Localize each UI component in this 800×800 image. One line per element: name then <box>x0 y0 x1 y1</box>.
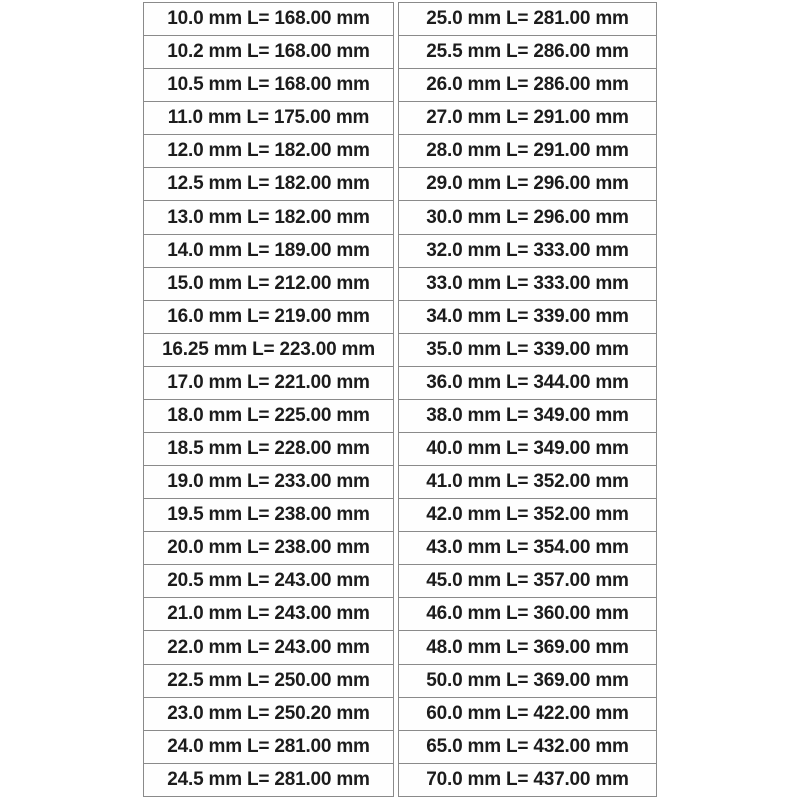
table-cell: 38.0 mm L= 349.00 mm <box>398 399 657 433</box>
table-cell: 36.0 mm L= 344.00 mm <box>398 366 657 400</box>
table-cell: 16.25 mm L= 223.00 mm <box>143 333 394 367</box>
table-cell: 11.0 mm L= 175.00 mm <box>143 101 394 135</box>
spec-table <box>143 2 657 797</box>
table-cell: 23.0 mm L= 250.20 mm <box>143 697 394 731</box>
table-cell: 13.0 mm L= 182.00 mm <box>143 200 394 234</box>
table-cell: 40.0 mm L= 349.00 mm <box>398 432 657 466</box>
table-cell: 19.0 mm L= 233.00 mm <box>143 465 394 499</box>
table-cell: 12.5 mm L= 182.00 mm <box>143 167 394 201</box>
table-cell: 33.0 mm L= 333.00 mm <box>398 267 657 301</box>
table-cell: 16.0 mm L= 219.00 mm <box>143 300 394 334</box>
table-cell: 25.0 mm L= 281.00 mm <box>398 2 657 36</box>
table-cell: 60.0 mm L= 422.00 mm <box>398 697 657 731</box>
table-cell: 24.5 mm L= 281.00 mm <box>143 763 394 797</box>
table-cell: 45.0 mm L= 357.00 mm <box>398 564 657 598</box>
right-column <box>398 2 657 797</box>
table-cell: 70.0 mm L= 437.00 mm <box>398 763 657 797</box>
table-cell: 15.0 mm L= 212.00 mm <box>143 267 394 301</box>
table-cell: 30.0 mm L= 296.00 mm <box>398 200 657 234</box>
table-cell: 22.5 mm L= 250.00 mm <box>143 664 394 698</box>
table-cell: 10.2 mm L= 168.00 mm <box>143 35 394 69</box>
table-cell: 26.0 mm L= 286.00 mm <box>398 68 657 102</box>
table-cell: 20.5 mm L= 243.00 mm <box>143 564 394 598</box>
table-cell: 29.0 mm L= 296.00 mm <box>398 167 657 201</box>
table-cell: 25.5 mm L= 286.00 mm <box>398 35 657 69</box>
table-cell: 28.0 mm L= 291.00 mm <box>398 134 657 168</box>
table-cell: 65.0 mm L= 432.00 mm <box>398 730 657 764</box>
table-cell: 12.0 mm L= 182.00 mm <box>143 134 394 168</box>
table-cell: 10.5 mm L= 168.00 mm <box>143 68 394 102</box>
table-cell: 42.0 mm L= 352.00 mm <box>398 498 657 532</box>
table-cell: 14.0 mm L= 189.00 mm <box>143 234 394 268</box>
table-cell: 48.0 mm L= 369.00 mm <box>398 630 657 664</box>
table-cell: 41.0 mm L= 352.00 mm <box>398 465 657 499</box>
table-cell: 18.0 mm L= 225.00 mm <box>143 399 394 433</box>
table-cell: 34.0 mm L= 339.00 mm <box>398 300 657 334</box>
table-cell: 20.0 mm L= 238.00 mm <box>143 531 394 565</box>
table-cell: 21.0 mm L= 243.00 mm <box>143 597 394 631</box>
table-cell: 35.0 mm L= 339.00 mm <box>398 333 657 367</box>
table-cell: 43.0 mm L= 354.00 mm <box>398 531 657 565</box>
table-cell: 27.0 mm L= 291.00 mm <box>398 101 657 135</box>
left-column <box>143 2 394 797</box>
table-cell: 22.0 mm L= 243.00 mm <box>143 630 394 664</box>
table-cell: 32.0 mm L= 333.00 mm <box>398 234 657 268</box>
table-cell: 19.5 mm L= 238.00 mm <box>143 498 394 532</box>
table-cell: 17.0 mm L= 221.00 mm <box>143 366 394 400</box>
table-cell: 18.5 mm L= 228.00 mm <box>143 432 394 466</box>
table-cell: 10.0 mm L= 168.00 mm <box>143 2 394 36</box>
table-cell: 50.0 mm L= 369.00 mm <box>398 664 657 698</box>
table-cell: 46.0 mm L= 360.00 mm <box>398 597 657 631</box>
table-cell: 24.0 mm L= 281.00 mm <box>143 730 394 764</box>
